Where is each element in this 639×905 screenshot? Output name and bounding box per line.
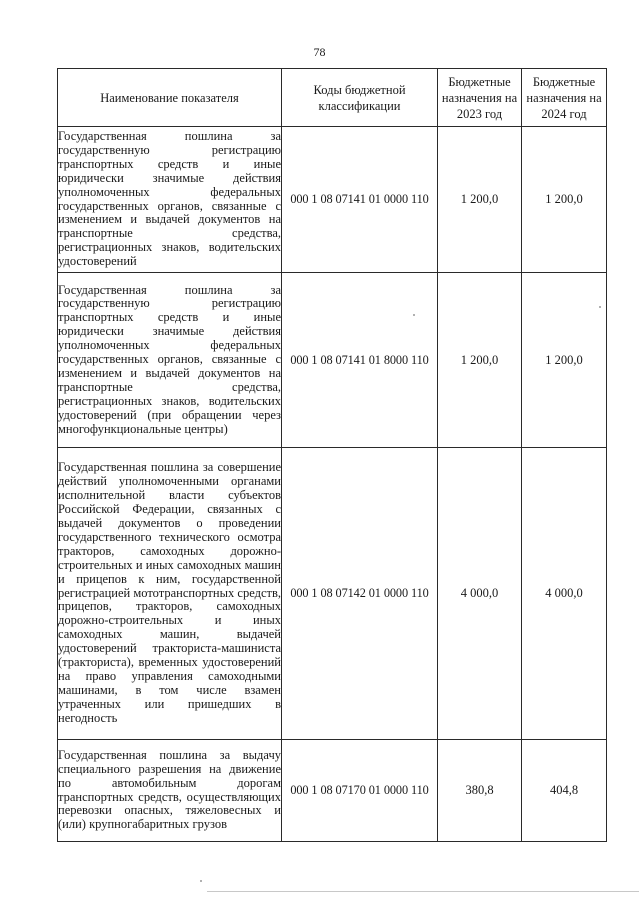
scan-speck [413, 314, 415, 316]
amount-2024-cell: 404,8 [522, 740, 607, 842]
amount-2024-cell: 1 200,0 [522, 127, 607, 273]
indicator-name-cell: Государственная пошлина за государственную регистрацию транспортных средств и иные юридически значимые действия уполномоченных федеральных государственных органов, связанные с изменением и выдачей документов на транспортные средства, регистрационных знаков, водительских удостоверений [58, 127, 282, 273]
budget-code-cell: 000 1 08 07141 01 8000 110 [282, 273, 438, 448]
scan-speck [599, 306, 601, 308]
budget-table [57, 68, 607, 842]
header-budget-2023: Бюджетные назначения на 2023 год [438, 69, 522, 127]
indicator-name-cell: Государственная пошлина за совершение действий уполномоченными органами исполнительной власти субъектов Российской Федерации, связанных с выдачей документов о проведении государственного технического осмотра тракторов, самоходных дорожно-строительных и иных самоходных машин и прицепов к ним, государственной регистрацией мототранспортных средств, прицепов, тракторов, самоходных дорожно-строительных и иных самоходных машин, выдачей удостоверений тракториста-машиниста (тракториста), временных удостоверений на право управления самоходными машинами, в том числе взамен утраченных или пришедших в негодность [58, 448, 282, 740]
budget-code-cell: 000 1 08 07142 01 0000 110 [282, 448, 438, 740]
budget-code-cell: 000 1 08 07141 01 0000 110 [282, 127, 438, 273]
amount-2023-cell: 1 200,0 [438, 273, 522, 448]
indicator-name-cell: Государственная пошлина за государственную регистрацию транспортных средств и иные юридически значимые действия уполномоченных федеральных государственных органов, связанные с изменением и выдачей документов на транспортные средства, регистрационных знаков, водительских удостоверений (при обращении через многофункциональные центры) [58, 273, 282, 448]
table-row [58, 273, 607, 448]
header-indicator-name: Наименование показателя [58, 69, 282, 127]
table-row [58, 740, 607, 842]
amount-2023-cell: 1 200,0 [438, 127, 522, 273]
amount-2024-cell: 1 200,0 [522, 273, 607, 448]
amount-2023-cell: 4 000,0 [438, 448, 522, 740]
table-row [58, 448, 607, 740]
table-header-row [58, 69, 607, 127]
amount-2023-cell: 380,8 [438, 740, 522, 842]
page-number: 78 [313, 45, 326, 59]
header-budget-code: Коды бюджетной классификации [282, 69, 438, 127]
scan-speck [200, 880, 202, 882]
indicator-name-cell: Государственная пошлина за выдачу специального разрешения на движение по автомобильным дорогам транспортных средств, осуществляющих перевозки опасных, тяжеловесных и (или) крупногабаритных грузов [58, 740, 282, 842]
table-row [58, 127, 607, 273]
scan-edge-line [207, 891, 639, 892]
header-budget-2024: Бюджетные назначения на 2024 год [522, 69, 607, 127]
budget-code-cell: 000 1 08 07170 01 0000 110 [282, 740, 438, 842]
amount-2024-cell: 4 000,0 [522, 448, 607, 740]
